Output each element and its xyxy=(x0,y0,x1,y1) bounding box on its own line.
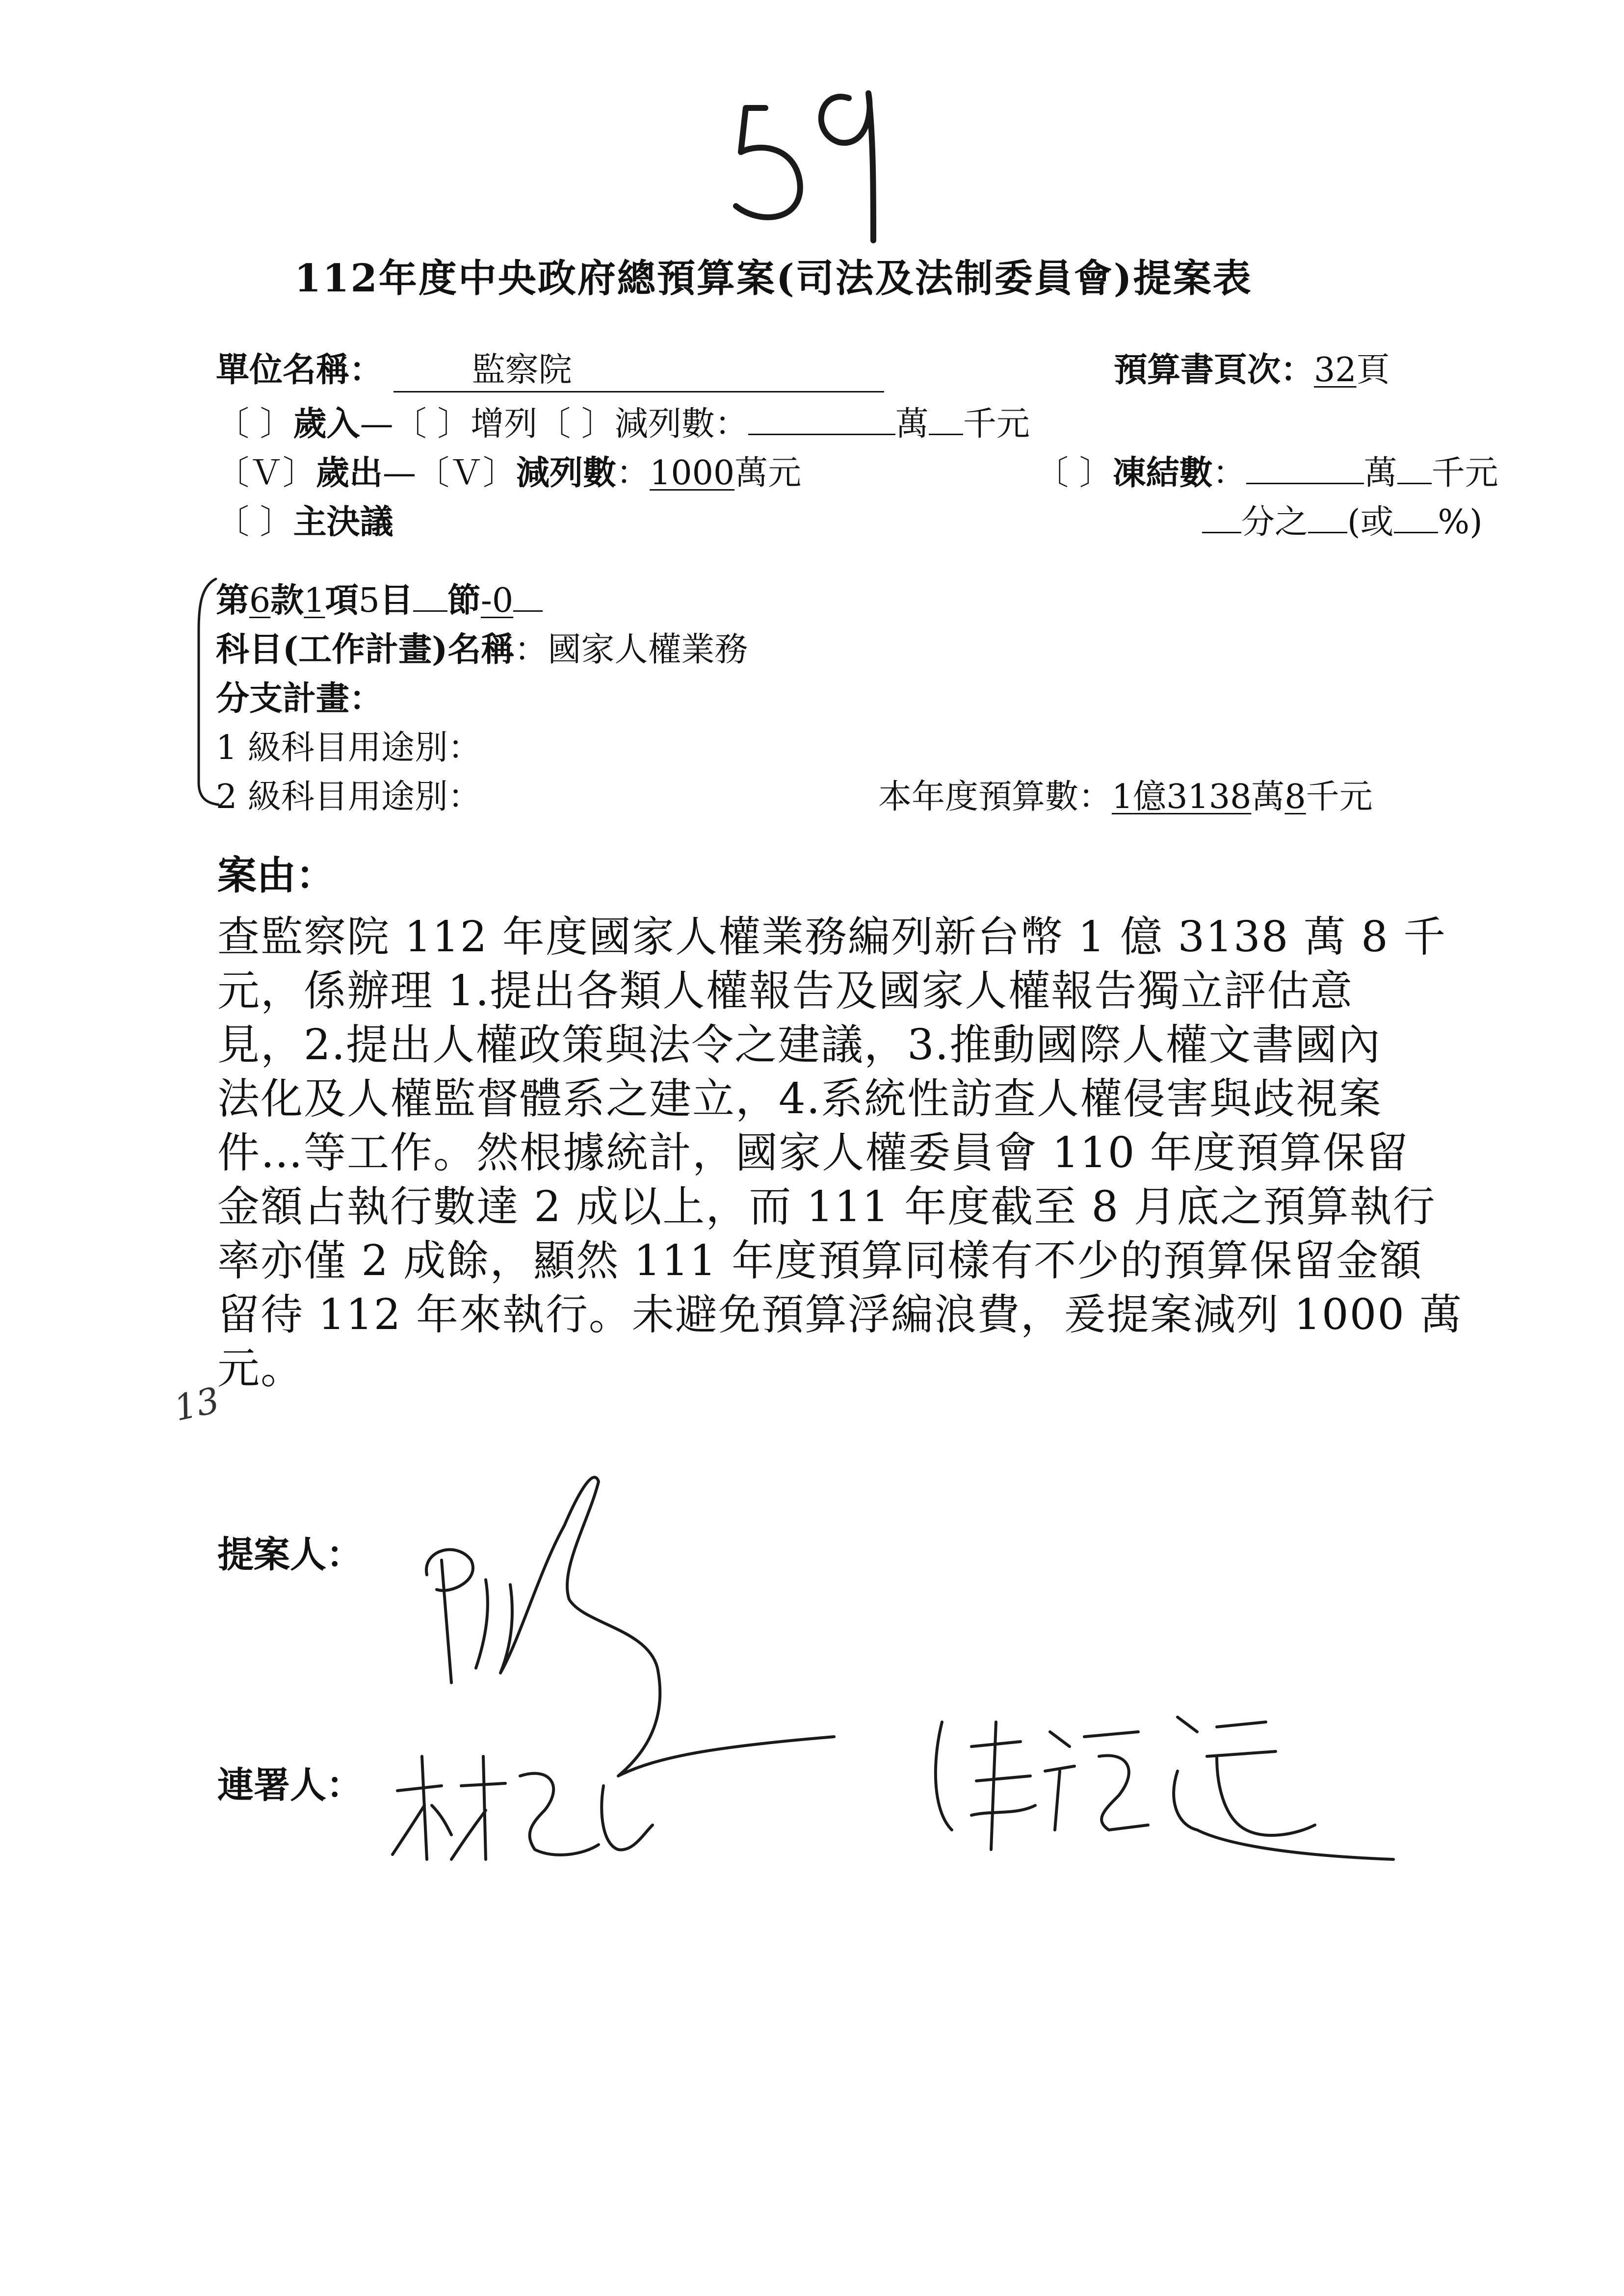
budget-page-suffix: 頁 xyxy=(1356,351,1390,390)
cosigner-signature-2 xyxy=(922,1702,1403,1908)
annual-budget-row xyxy=(878,770,1373,818)
freeze-amount-blank xyxy=(1246,453,1364,484)
revenue-thousand-blank xyxy=(929,404,963,435)
freeze-thousand: 千元 xyxy=(1431,454,1498,493)
reason-line: 留待 112 年來執行。未避免預算浮編浪費，爰提案減列 1000 萬 xyxy=(217,1290,1463,1339)
budget-page-label: 預算書頁次： xyxy=(1114,350,1314,390)
handwritten-margin-note: 13 xyxy=(170,1379,223,1429)
budget-page-value: 32 xyxy=(1314,351,1357,390)
section-xiang: 1 xyxy=(304,581,325,620)
reason-line: 率亦僅 2 成餘，顯然 111 年度預算同樣有不少的預算保留金額 xyxy=(217,1236,1423,1285)
section-mu: 5 xyxy=(358,581,380,620)
section-row xyxy=(216,574,543,622)
annual-budget-wan-label: 萬 xyxy=(1251,778,1285,816)
cosigner-signature-1 xyxy=(388,1737,662,1884)
subject-value: 國家人權業務 xyxy=(548,630,748,669)
budget-page-row xyxy=(1114,343,1390,391)
expense-bracket: 〔Ｖ〕 xyxy=(216,454,316,493)
reason-label: 案由： xyxy=(217,852,335,898)
level1-label: 1 級科目用途別： xyxy=(216,729,481,767)
fraction-numerator-blank xyxy=(1308,502,1347,533)
section-kuan: 6 xyxy=(249,581,271,620)
revenue-amount-blank xyxy=(748,404,895,435)
revenue-label: 歲入 xyxy=(293,404,360,444)
revenue-wan: 萬 xyxy=(895,405,929,444)
revenue-thousand: 千元 xyxy=(963,405,1030,444)
reason-line: 件…等工作。然根據統計，國家人權委員會 110 年度預算保留 xyxy=(217,1128,1409,1177)
level2-label: 2 級科目用途別： xyxy=(216,778,481,816)
fraction-or: (或 xyxy=(1347,503,1394,542)
section-di: 第 xyxy=(216,581,250,620)
subject-label: 科目(工作計畫)名稱 xyxy=(216,630,515,669)
document-title: 112年度中央政府總預算案(司法及法制委員會)提案表 xyxy=(294,256,1253,301)
revenue-increase: 〔 〕增列 xyxy=(393,405,538,444)
freeze-thousand-blank xyxy=(1397,453,1432,484)
annual-budget-yi-label: 億 xyxy=(1133,778,1167,816)
unit-value: 監察院 xyxy=(393,343,884,392)
expense-dash: — xyxy=(383,454,417,493)
revenue-row xyxy=(216,397,1030,445)
fraction-percent-blank xyxy=(1394,502,1438,533)
expense-label: 歲出 xyxy=(316,453,383,493)
annual-budget-yi: 1 xyxy=(1112,778,1133,816)
expense-row xyxy=(216,446,801,494)
reason-line: 法化及人權監督體系之建立，4.系統性訪查人權侵害與歧視案 xyxy=(217,1074,1383,1123)
freeze-wan: 萬 xyxy=(1363,454,1397,493)
freeze-bracket: 〔 〕 xyxy=(1035,454,1113,493)
section-jie-label: 節 xyxy=(447,581,481,620)
expense-decrease-label: 減列數 xyxy=(516,453,617,493)
freeze-label: 凍結數 xyxy=(1112,453,1213,493)
annual-budget-wan: 3138 xyxy=(1166,778,1252,816)
reason-line: 金額占執行數達 2 成以上，而 111 年度截至 8 月底之預算執行 xyxy=(217,1182,1436,1231)
revenue-bracket: 〔 〕 xyxy=(216,405,293,444)
section-kuan-label: 款 xyxy=(270,581,304,620)
cosigner-label: 連署人： xyxy=(217,1764,363,1806)
fraction-denominator-blank xyxy=(1202,502,1241,533)
section-xiang-label: 項 xyxy=(325,581,359,620)
annual-budget-qian: 8 xyxy=(1284,778,1306,816)
reason-line: 見，2.提出人權政策與法令之建議，3.推動國際人權文書國內 xyxy=(217,1020,1382,1070)
revenue-dash: — xyxy=(360,405,393,444)
proposer-label: 提案人： xyxy=(217,1534,363,1576)
subject-colon: ： xyxy=(514,630,548,669)
expense-decrease-bracket: 〔Ｖ〕 xyxy=(416,454,517,493)
expense-colon: ： xyxy=(616,454,650,493)
resolution-bracket: 〔 〕 xyxy=(216,503,293,542)
resolution-row xyxy=(216,496,393,543)
section-jie: -0 xyxy=(480,581,514,620)
expense-unit: 萬元 xyxy=(734,454,802,493)
annual-budget-qian-label: 千元 xyxy=(1306,778,1373,816)
expense-amount: 1000 xyxy=(650,454,735,493)
freeze-row xyxy=(1035,446,1498,494)
unit-label: 單位名稱： xyxy=(216,350,383,390)
subject-row xyxy=(216,623,748,671)
section-mu-label: 目 xyxy=(379,581,413,620)
section-jie-tail xyxy=(513,581,543,612)
handwritten-page-number xyxy=(726,59,913,245)
freeze-colon: ： xyxy=(1212,454,1246,493)
reason-line: 查監察院 112 年度國家人權業務編列新台幣 1 億 3138 萬 8 千 xyxy=(217,913,1447,962)
unit-row xyxy=(216,343,884,392)
resolution-label: 主決議 xyxy=(293,502,393,542)
reason-line: 元。 xyxy=(217,1344,304,1393)
annual-budget-label: 本年度預算數： xyxy=(878,778,1112,816)
fraction-fen-zhi: 分之 xyxy=(1241,503,1309,542)
revenue-decrease: 〔 〕減列數： xyxy=(537,405,748,444)
reason-line: 元，係辦理 1.提出各類人權報告及國家人權報告獨立評估意 xyxy=(217,966,1354,1016)
branch-plan-label: 分支計畫： xyxy=(216,679,383,718)
fraction-row xyxy=(1202,496,1483,543)
fraction-percent: %) xyxy=(1438,503,1483,542)
section-jie-blank xyxy=(413,581,447,612)
